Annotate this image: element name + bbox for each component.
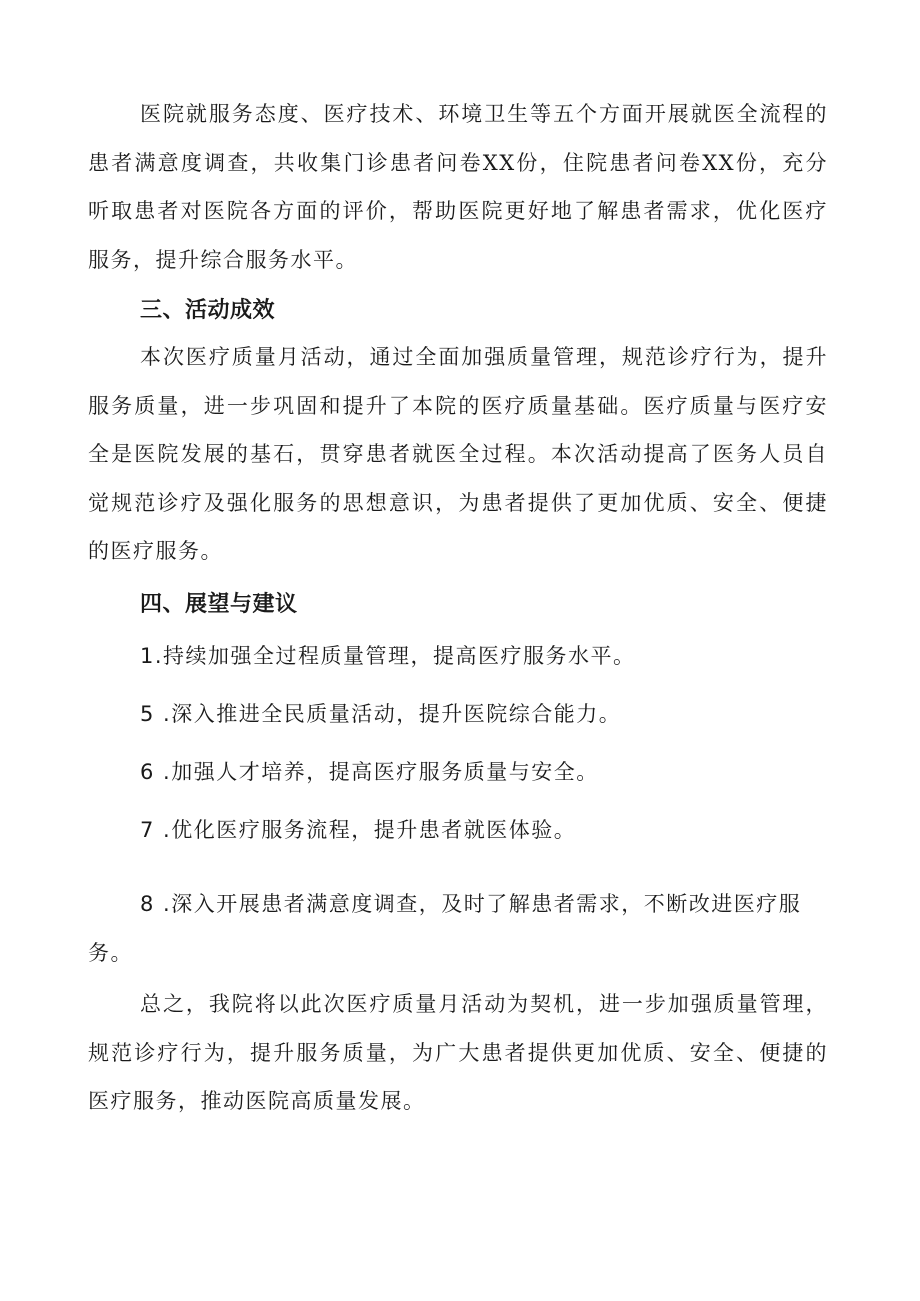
- list-item-number: 5 .: [140, 702, 172, 726]
- list-item-number: 1.: [140, 644, 164, 668]
- section-heading-results: 三、活动成效: [140, 298, 276, 323]
- list-item: [140, 757, 830, 787]
- list-item: [140, 699, 830, 729]
- list-item: [140, 641, 830, 671]
- list-item: [88, 880, 828, 977]
- list-item-text: 深入开展患者满意度调查，及时了解患者需求，不断改进医疗服务。: [88, 892, 802, 965]
- paragraph-conclusion: 总之，我院将以此次医疗质量月活动为契机，进一步加强质量管理，规范诊疗行为，提升服务质量，为广大患者提供更加优质、安全、便捷的医疗服务，推动医院高质量发展。: [88, 992, 828, 1113]
- paragraph-results: 本次医疗质量月活动，通过全面加强质量管理，规范诊疗行为，提升服务质量，进一步巩固和提升了本院的医疗质量基础。医疗质量与医疗安全是医院发展的基石，贯穿患者就医全过程。本次活动提高了医务人员自觉规范诊疗及强化服务的思想意识，为患者提供了更加优质、安全、便捷的医疗服务。: [88, 345, 828, 563]
- list-item-text: 优化医疗服务流程，提升患者就医体验。: [171, 818, 577, 842]
- list-item: [140, 815, 830, 845]
- list-item-number: 6 .: [140, 760, 172, 784]
- list-item-text: 持续加强全过程质量管理，提高医疗服务水平。: [163, 644, 636, 668]
- section-heading-outlook: 四、展望与建议: [140, 592, 298, 617]
- list-item-text: 加强人才培养，提高医疗服务质量与安全。: [171, 760, 599, 784]
- paragraph-survey: 医院就服务态度、医疗技术、环境卫生等五个方面开展就医全流程的患者满意度调查，共收集门诊患者问卷XX份，住院患者问卷XX份，充分听取患者对医院各方面的评价，帮助医院更好地了解患者需求，优化医疗服务，提升综合服务水平。: [88, 102, 828, 272]
- list-item-number: 7 .: [140, 818, 172, 842]
- list-item-text: 深入推进全民质量活动，提升医院综合能力。: [171, 702, 622, 726]
- list-item-number: 8 .: [140, 892, 172, 916]
